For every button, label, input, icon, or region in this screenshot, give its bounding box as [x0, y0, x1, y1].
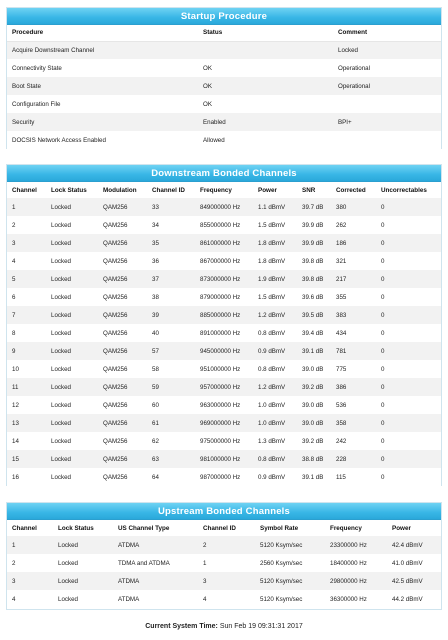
current-system-time	[0, 623, 448, 630]
table-cell: 1.3 dBmV	[253, 432, 297, 450]
table-cell: Locked	[46, 270, 98, 288]
table-cell: 1.1 dBmV	[253, 198, 297, 216]
table-cell: 33	[147, 198, 195, 216]
table-cell: 39.0 dB	[297, 396, 331, 414]
table-cell: 64	[147, 468, 195, 486]
table-cell: Locked	[46, 252, 98, 270]
table-cell: Locked	[46, 468, 98, 486]
table-cell: QAM256	[98, 342, 147, 360]
table-cell: QAM256	[98, 234, 147, 252]
table-cell: Enabled	[198, 113, 333, 131]
table-row	[7, 536, 441, 554]
table-row	[7, 590, 441, 608]
table-cell: 39.2 dB	[297, 378, 331, 396]
table-cell: OK	[198, 95, 333, 113]
table-cell: 981000000 Hz	[195, 450, 253, 468]
table-cell: 57	[147, 342, 195, 360]
table-row	[7, 131, 441, 149]
column-header: Lock Status	[51, 186, 87, 194]
table-cell	[333, 95, 441, 113]
table-cell: 0	[376, 252, 441, 270]
table-cell: 39.9 dB	[297, 234, 331, 252]
table-cell: Locked	[46, 432, 98, 450]
table-cell: 536	[331, 396, 376, 414]
table-cell: Locked	[46, 342, 98, 360]
table-cell: 1.2 dBmV	[253, 378, 297, 396]
table-cell: 13	[7, 414, 46, 432]
table-cell: 355	[331, 288, 376, 306]
table-cell: 321	[331, 252, 376, 270]
table-cell: 40	[147, 324, 195, 342]
table-cell: ATDMA	[113, 572, 198, 590]
table-cell: Locked	[46, 450, 98, 468]
table-cell: 44.2 dBmV	[387, 590, 441, 608]
table-cell: 849000000 Hz	[195, 198, 253, 216]
table-cell: QAM256	[98, 324, 147, 342]
table-cell: 39.1 dB	[297, 468, 331, 486]
column-header: Channel ID	[152, 186, 185, 194]
table-cell: 41.0 dBmV	[387, 554, 441, 572]
table-cell: 39.1 dB	[297, 342, 331, 360]
table-cell: 1.5 dBmV	[253, 216, 297, 234]
table-cell: 0.8 dBmV	[253, 360, 297, 378]
downstream-bonded-channels-panel	[6, 164, 442, 486]
table-cell: 0.9 dBmV	[253, 342, 297, 360]
table-cell: 15	[7, 450, 46, 468]
column-header: Comment	[333, 25, 441, 41]
column-header: Frequency	[200, 186, 232, 194]
table-row	[7, 572, 441, 590]
table-cell: 0	[376, 450, 441, 468]
table-cell: 6	[7, 288, 46, 306]
table-cell: Locked	[46, 414, 98, 432]
table-cell: 879000000 Hz	[195, 288, 253, 306]
table-cell: 39.8 dB	[297, 270, 331, 288]
startup-procedure-panel	[6, 7, 442, 149]
table-cell: 951000000 Hz	[195, 360, 253, 378]
table-cell: 975000000 Hz	[195, 432, 253, 450]
column-header: Channel	[12, 186, 37, 194]
table-row	[7, 554, 441, 572]
column-header: Status	[198, 25, 333, 41]
table-header-row	[7, 520, 441, 536]
table-cell: 0	[376, 270, 441, 288]
table-cell: 861000000 Hz	[195, 234, 253, 252]
table-cell: 1.8 dBmV	[253, 252, 297, 270]
table-cell: 39	[147, 306, 195, 324]
table-cell: 969000000 Hz	[195, 414, 253, 432]
table-cell: TDMA and ATDMA	[113, 554, 198, 572]
table-cell: Locked	[46, 324, 98, 342]
table-cell: 1.8 dBmV	[253, 234, 297, 252]
column-header: Corrected	[336, 186, 366, 194]
table-cell: 34	[147, 216, 195, 234]
table-cell: Operational	[333, 77, 441, 95]
table-cell: 963000000 Hz	[195, 396, 253, 414]
table-cell	[198, 41, 333, 59]
table-cell: QAM256	[98, 450, 147, 468]
table-cell: OK	[198, 59, 333, 77]
table-row	[7, 198, 441, 216]
table-cell: 781	[331, 342, 376, 360]
table-row	[7, 306, 441, 324]
table-cell: 0	[376, 342, 441, 360]
table-cell: Locked	[46, 198, 98, 216]
table-cell: 5120 Ksym/sec	[255, 590, 325, 608]
table-cell: QAM256	[98, 306, 147, 324]
column-header: Channel ID	[203, 524, 236, 532]
table-cell: 10	[7, 360, 46, 378]
table-row	[7, 396, 441, 414]
table-cell: 228	[331, 450, 376, 468]
table-cell: 1	[7, 198, 46, 216]
table-cell: 39.0 dB	[297, 414, 331, 432]
table-cell: 1	[7, 536, 53, 554]
upstream-bonded-channels-panel	[6, 502, 442, 610]
table-cell: 18400000 Hz	[325, 554, 387, 572]
table-cell: 1	[198, 554, 255, 572]
table-cell: 39.2 dB	[297, 432, 331, 450]
table-row	[7, 77, 441, 95]
column-header: Procedure	[7, 25, 198, 41]
column-header: Symbol Rate	[260, 524, 299, 532]
table-cell: 867000000 Hz	[195, 252, 253, 270]
table-cell: 775	[331, 360, 376, 378]
table-cell: 42.5 dBmV	[387, 572, 441, 590]
table-cell: 987000000 Hz	[195, 468, 253, 486]
table-cell: ATDMA	[113, 536, 198, 554]
table-cell: 855000000 Hz	[195, 216, 253, 234]
table-cell: Security	[7, 113, 198, 131]
table-cell: 5120 Ksym/sec	[255, 536, 325, 554]
table-cell: ATDMA	[113, 590, 198, 608]
table-cell: 39.5 dB	[297, 306, 331, 324]
table-row	[7, 252, 441, 270]
column-header: Power	[258, 186, 277, 194]
table-cell: 957000000 Hz	[195, 378, 253, 396]
table-cell: Locked	[333, 41, 441, 59]
upstream-bonded-channels-title: Upstream Bonded Channels	[7, 503, 441, 520]
table-cell: 9	[7, 342, 46, 360]
table-row	[7, 324, 441, 342]
table-cell: 39.7 dB	[297, 198, 331, 216]
table-row	[7, 216, 441, 234]
table-cell: 38.8 dB	[297, 450, 331, 468]
table-cell: 42.4 dBmV	[387, 536, 441, 554]
table-header-row	[7, 182, 441, 198]
table-cell: Acquire Downstream Channel	[7, 41, 198, 59]
table-cell: 59	[147, 378, 195, 396]
column-header: Lock Status	[58, 524, 94, 532]
table-cell: OK	[198, 77, 333, 95]
table-cell: 0	[376, 198, 441, 216]
table-row	[7, 288, 441, 306]
table-cell: 873000000 Hz	[195, 270, 253, 288]
table-cell: Locked	[46, 216, 98, 234]
table-cell: 3	[198, 572, 255, 590]
table-cell: QAM256	[98, 198, 147, 216]
table-cell: Locked	[53, 536, 113, 554]
table-cell: 5	[7, 270, 46, 288]
table-cell: 1.5 dBmV	[253, 288, 297, 306]
column-header: Uncorrectables	[381, 186, 427, 194]
column-header: Frequency	[330, 524, 362, 532]
table-cell: 11	[7, 378, 46, 396]
table-cell: 37	[147, 270, 195, 288]
table-cell: Allowed	[198, 131, 333, 149]
table-cell: 39.0 dB	[297, 360, 331, 378]
table-cell: 217	[331, 270, 376, 288]
table-cell: 39.4 dB	[297, 324, 331, 342]
table-cell: QAM256	[98, 216, 147, 234]
table-cell: 39.9 dB	[297, 216, 331, 234]
table-cell: 1.9 dBmV	[253, 270, 297, 288]
table-cell: 4	[7, 252, 46, 270]
table-cell: 2	[198, 536, 255, 554]
table-cell: QAM256	[98, 252, 147, 270]
table-cell: QAM256	[98, 288, 147, 306]
table-row	[7, 95, 441, 113]
table-cell: Locked	[46, 288, 98, 306]
table-cell: 4	[7, 590, 53, 608]
downstream-bonded-channels-title: Downstream Bonded Channels	[7, 165, 441, 182]
table-cell: 0	[376, 288, 441, 306]
table-cell: 63	[147, 450, 195, 468]
table-cell: 0	[376, 306, 441, 324]
table-cell: 386	[331, 378, 376, 396]
table-cell: Boot State	[7, 77, 198, 95]
table-cell: 16	[7, 468, 46, 486]
table-cell: QAM256	[98, 468, 147, 486]
table-cell: 885000000 Hz	[195, 306, 253, 324]
table-cell: 58	[147, 360, 195, 378]
table-header-row	[7, 25, 441, 41]
table-cell: 0	[376, 432, 441, 450]
table-cell: 434	[331, 324, 376, 342]
table-cell: Operational	[333, 59, 441, 77]
downstream-channels-table	[7, 182, 441, 486]
table-cell: DOCSIS Network Access Enabled	[7, 131, 198, 149]
table-cell: Locked	[46, 306, 98, 324]
table-cell: Locked	[53, 572, 113, 590]
table-cell: QAM256	[98, 432, 147, 450]
table-row	[7, 378, 441, 396]
column-header: Channel	[12, 524, 37, 532]
table-cell: Locked	[46, 378, 98, 396]
table-cell: 0.9 dBmV	[253, 468, 297, 486]
table-row	[7, 342, 441, 360]
upstream-channels-table	[7, 520, 441, 608]
table-cell: 0	[376, 378, 441, 396]
column-header: US Channel Type	[118, 524, 170, 532]
table-row	[7, 360, 441, 378]
table-cell: 35	[147, 234, 195, 252]
table-row	[7, 59, 441, 77]
table-cell: 2	[7, 554, 53, 572]
table-row	[7, 113, 441, 131]
table-cell: 1.0 dBmV	[253, 414, 297, 432]
table-cell: QAM256	[98, 378, 147, 396]
table-cell: Locked	[53, 590, 113, 608]
table-cell: 3	[7, 234, 46, 252]
table-cell: 4	[198, 590, 255, 608]
table-cell: QAM256	[98, 270, 147, 288]
column-header: Power	[392, 524, 411, 532]
table-cell: 2	[7, 216, 46, 234]
table-cell: 262	[331, 216, 376, 234]
current-system-time-label: Current System Time:	[145, 623, 218, 630]
table-cell: QAM256	[98, 396, 147, 414]
table-cell: 0	[376, 234, 441, 252]
table-row	[7, 414, 441, 432]
table-cell: Configuration File	[7, 95, 198, 113]
table-row	[7, 432, 441, 450]
table-cell: 0	[376, 360, 441, 378]
table-cell: 383	[331, 306, 376, 324]
table-cell: 8	[7, 324, 46, 342]
table-cell: Locked	[46, 396, 98, 414]
table-cell: 29800000 Hz	[325, 572, 387, 590]
table-cell: 39.8 dB	[297, 252, 331, 270]
table-cell: 115	[331, 468, 376, 486]
table-cell: 23300000 Hz	[325, 536, 387, 554]
table-cell: 358	[331, 414, 376, 432]
column-header: SNR	[302, 186, 316, 194]
table-cell: 0	[376, 396, 441, 414]
table-cell: 1.2 dBmV	[253, 306, 297, 324]
table-cell: Locked	[53, 554, 113, 572]
table-cell: 0.8 dBmV	[253, 324, 297, 342]
table-row	[7, 270, 441, 288]
table-cell: 38	[147, 288, 195, 306]
table-row	[7, 468, 441, 486]
table-cell: Connectivity State	[7, 59, 198, 77]
table-cell: 0	[376, 216, 441, 234]
startup-procedure-table	[7, 25, 441, 149]
table-cell: 3	[7, 572, 53, 590]
table-cell: 0	[376, 468, 441, 486]
table-row	[7, 41, 441, 59]
table-cell: 5120 Ksym/sec	[255, 572, 325, 590]
table-row	[7, 234, 441, 252]
table-cell: 0	[376, 324, 441, 342]
table-cell: 60	[147, 396, 195, 414]
table-cell: Locked	[46, 234, 98, 252]
current-system-time-value: Sun Feb 19 09:31:31 2017	[219, 623, 303, 630]
table-cell: 1.0 dBmV	[253, 396, 297, 414]
table-cell: 61	[147, 414, 195, 432]
table-cell: QAM256	[98, 360, 147, 378]
table-cell: 14	[7, 432, 46, 450]
table-cell	[333, 131, 441, 149]
table-cell: 36	[147, 252, 195, 270]
table-cell: 945000000 Hz	[195, 342, 253, 360]
table-cell: 0.8 dBmV	[253, 450, 297, 468]
startup-procedure-title: Startup Procedure	[7, 8, 441, 25]
table-cell: 242	[331, 432, 376, 450]
table-cell: Locked	[46, 360, 98, 378]
table-cell: 2560 Ksym/sec	[255, 554, 325, 572]
table-cell: BPI+	[333, 113, 441, 131]
column-header: Modulation	[103, 186, 137, 194]
table-cell: 62	[147, 432, 195, 450]
table-cell: 39.6 dB	[297, 288, 331, 306]
table-cell: 12	[7, 396, 46, 414]
table-cell: 0	[376, 414, 441, 432]
table-cell: QAM256	[98, 414, 147, 432]
table-cell: 380	[331, 198, 376, 216]
table-cell: 186	[331, 234, 376, 252]
table-row	[7, 450, 441, 468]
table-cell: 891000000 Hz	[195, 324, 253, 342]
table-cell: 7	[7, 306, 46, 324]
table-cell: 36300000 Hz	[325, 590, 387, 608]
